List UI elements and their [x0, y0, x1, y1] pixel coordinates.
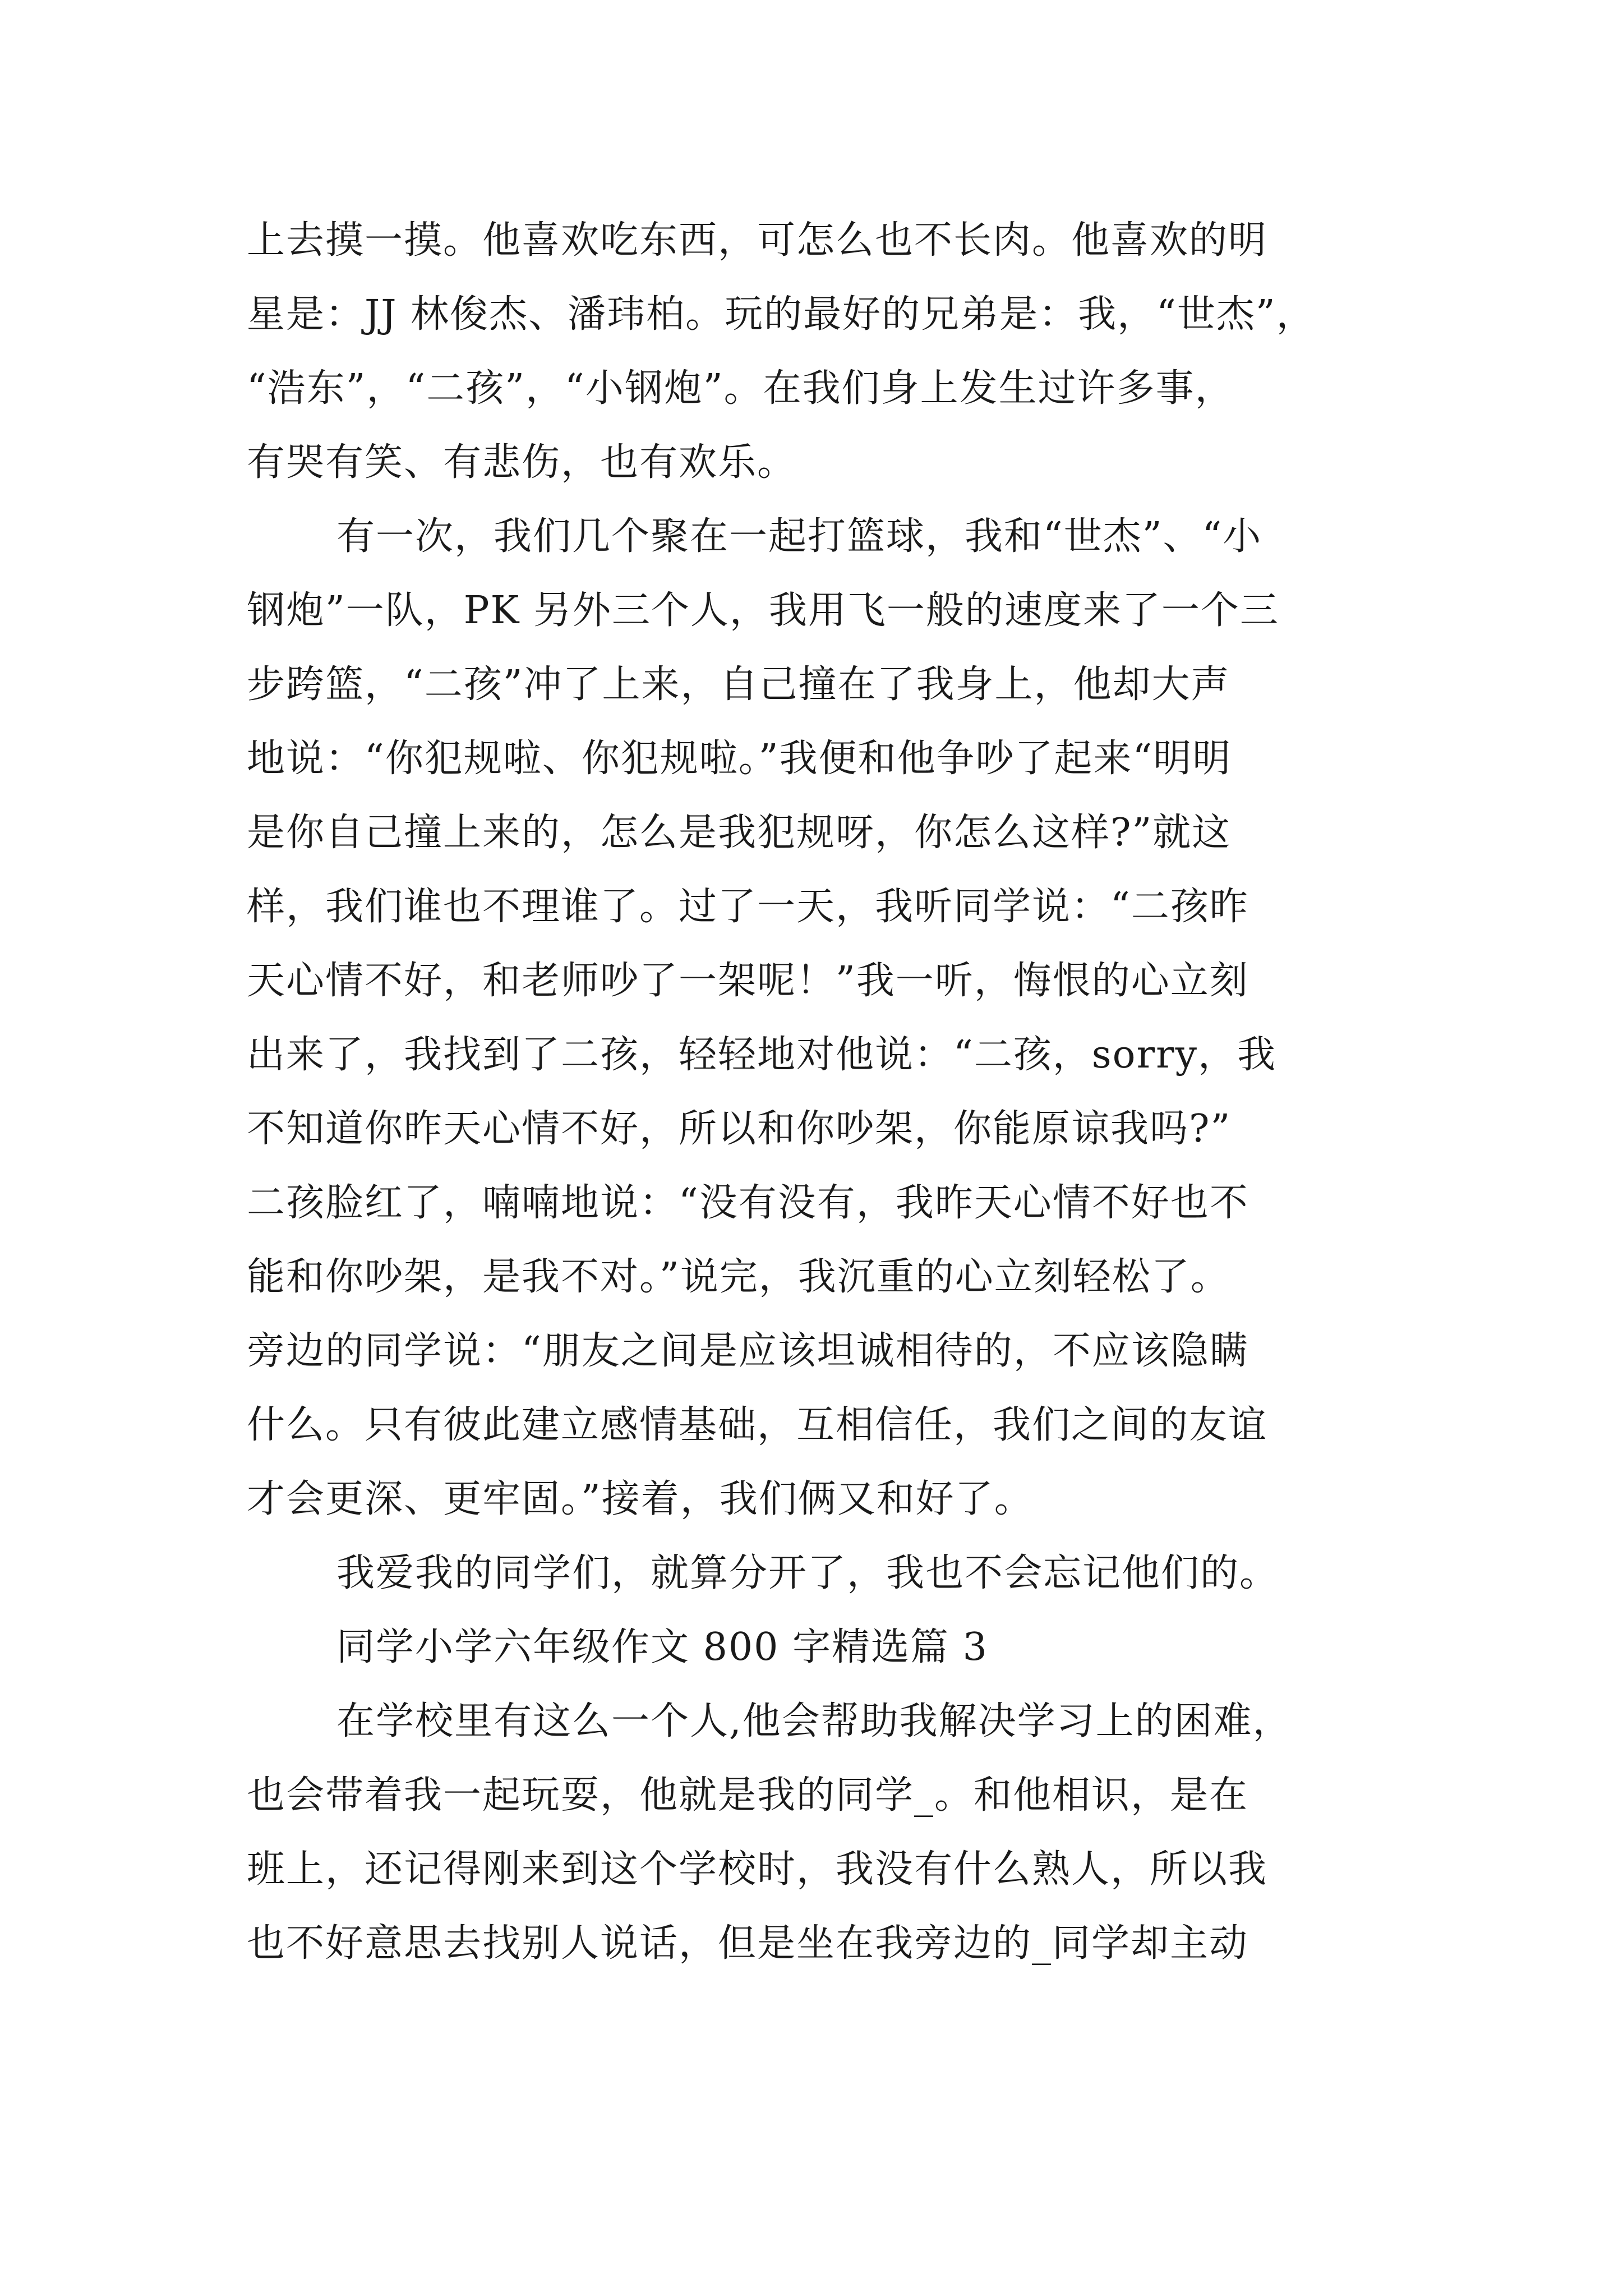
text-line: 天心情不好，和老师吵了一架呢！”我一听，悔恨的心立刻: [247, 959, 1249, 1003]
text-line: 是你自己撞上来的，怎么是我犯规呀，你怎么这样?”就这: [247, 811, 1232, 855]
text-line: “浩东”，“二孩”，“小钢炮”。在我们身上发生过许多事，: [247, 366, 1234, 411]
text-line: 也会带着我一起玩耍，他就是我的同学_。和他相识，是在: [247, 1773, 1249, 1818]
paragraph-first-line: 我爱我的同学们，就算分开了，我也不会忘记他们的。: [336, 1551, 1279, 1595]
text-line: 旁边的同学说：“朋友之间是应该坦诚相待的，不应该隐瞒: [247, 1329, 1249, 1373]
text-line: 什么。只有彼此建立感情基础，互相信任，我们之间的友谊: [247, 1403, 1268, 1447]
text-line: 才会更深、更牢固。”接着，我们俩又和好了。: [247, 1477, 1034, 1521]
text-line: 地说：“你犯规啦、你犯规啦。”我便和他争吵了起来“明明: [247, 737, 1232, 781]
text-line: 二孩脸红了，喃喃地说：“没有没有，我昨天心情不好也不: [247, 1181, 1249, 1225]
text-line: 不知道你昨天心情不好，所以和你吵架，你能原谅我吗?”: [247, 1107, 1232, 1151]
text-line: 样，我们谁也不理谁了。过了一天，我听同学说：“二孩昨: [247, 885, 1249, 929]
paragraph-first-line: 有一次，我们几个聚在一起打篮球，我和“世杰”、“小: [336, 514, 1262, 559]
text-line: 上去摸一摸。他喜欢吃东西，可怎么也不长肉。他喜欢的明: [247, 218, 1268, 263]
text-line: 钢炮”一队，PK 另外三个人，我用飞一般的速度来了一个三: [247, 588, 1279, 633]
text-line: 也不好意思去找别人说话，但是坐在我旁边的_同学却主动: [247, 1921, 1249, 1966]
text-line: 有哭有笑、有悲伤，也有欢乐。: [247, 440, 797, 485]
text-line: 星是：JJ 林俊杰、潘玮柏。玩的最好的兄弟是：我，“世杰”，: [247, 292, 1316, 337]
paragraph-first-line: 在学校里有这么一个人,他会帮助我解决学习上的困难，: [336, 1699, 1292, 1743]
text-line: 步跨篮，“二孩”冲了上来，自己撞在了我身上，他却大声: [247, 662, 1230, 707]
text-line: 出来了，我找到了二孩，轻轻地对他说：“二孩，sorry，我: [247, 1033, 1277, 1077]
text-line: 能和你吵架，是我不对。”说完，我沉重的心立刻轻松了。: [247, 1255, 1230, 1299]
text-line: 班上，还记得刚来到这个学校时，我没有什么熟人，所以我: [247, 1847, 1268, 1892]
section-heading: 同学小学六年级作文 800 字精选篇 3: [336, 1625, 988, 1669]
